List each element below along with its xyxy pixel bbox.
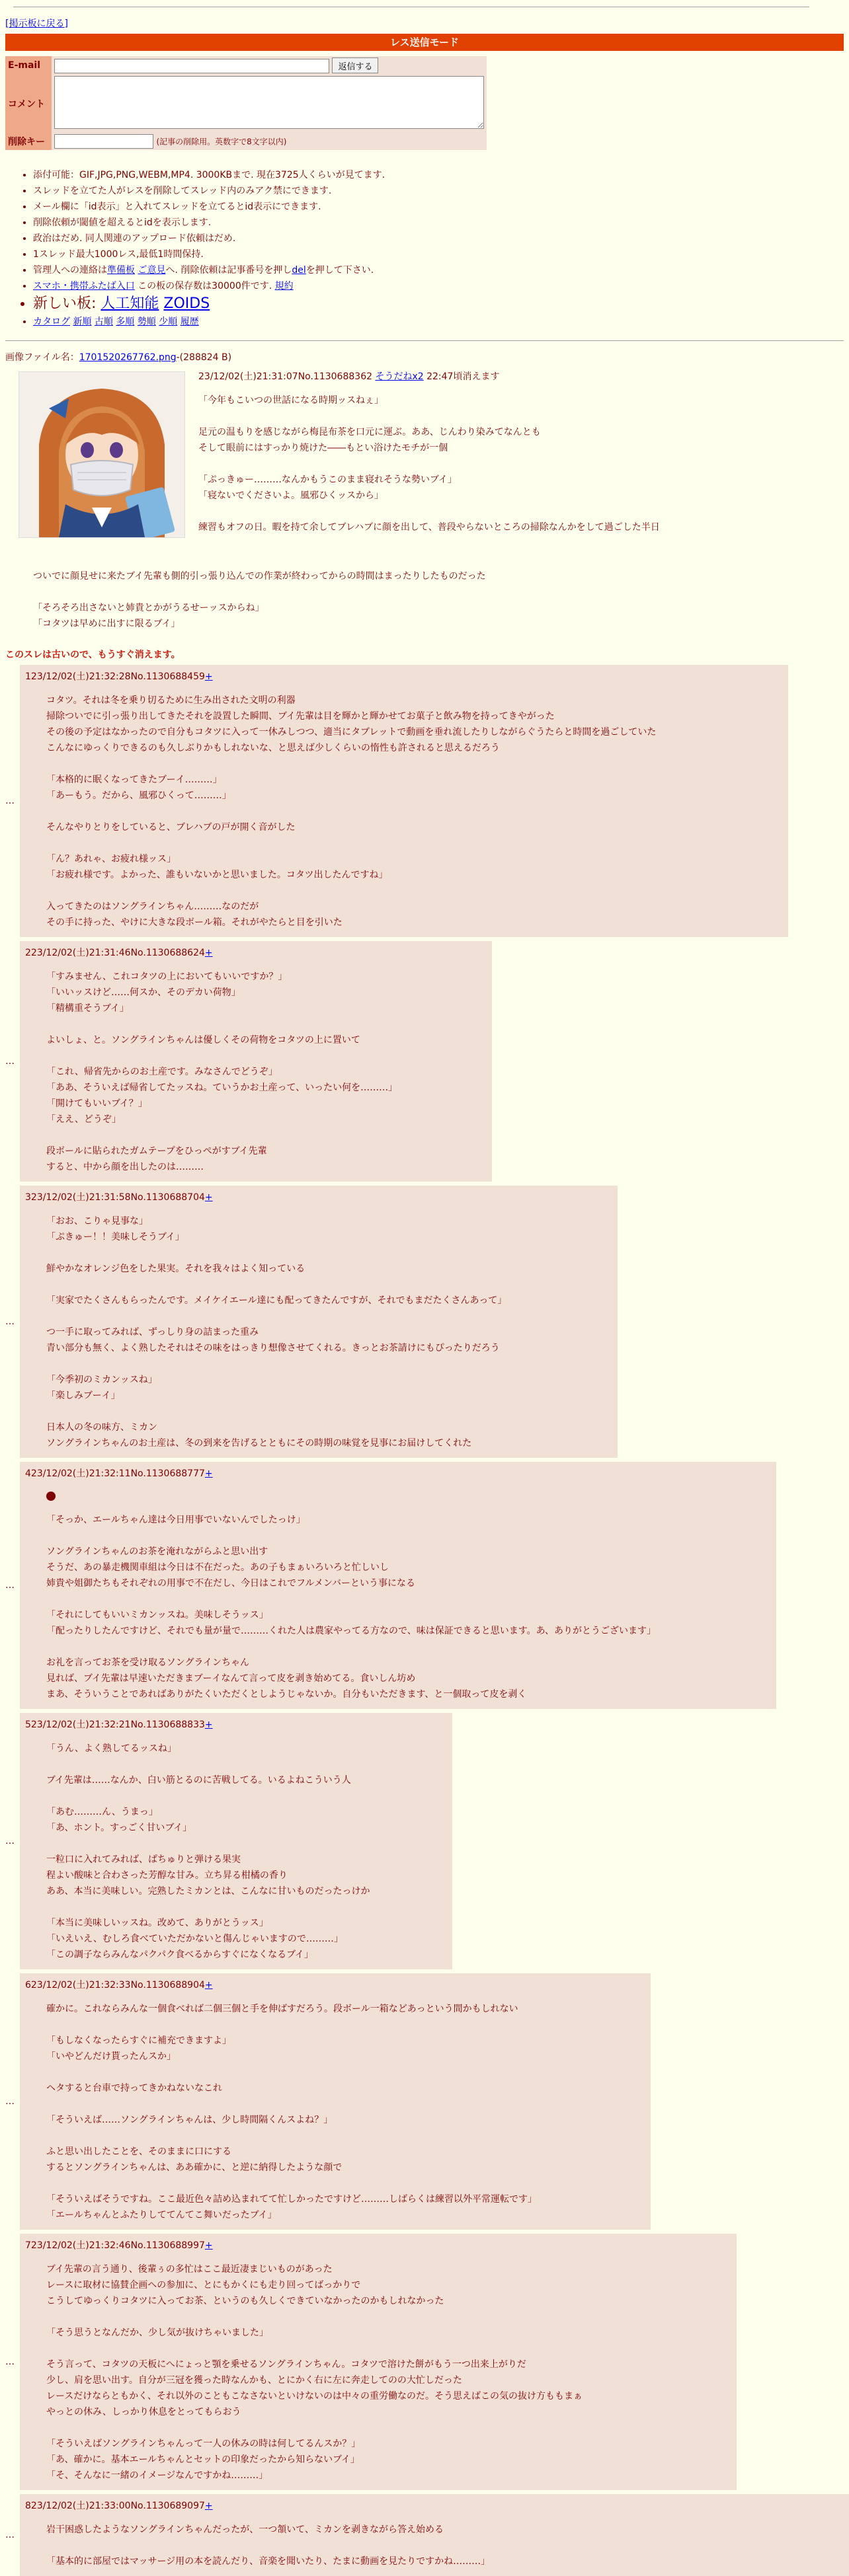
op-thumbnail[interactable] — [19, 371, 185, 538]
del-link[interactable]: del — [292, 265, 306, 276]
reply-marker: … — [5, 1580, 15, 1591]
sort-few-link[interactable]: 少順 — [159, 317, 178, 327]
comment-field[interactable] — [54, 76, 484, 129]
rule-item: • スレッドを立てた人がレスを削除してスレッド内のみアク禁にできます. — [33, 183, 849, 199]
reply-marker: … — [5, 1056, 15, 1067]
reply-marker: … — [5, 2530, 15, 2540]
reply-box — [20, 1973, 651, 2230]
reply-header: 223/12/02(土)21:31:46No.1130688624+ — [25, 948, 213, 958]
reply-plus-link[interactable]: + — [204, 2240, 213, 2251]
rule-item: • 削除依頼が閾値を超えるとidを表示します. — [33, 215, 849, 231]
sort-many-link[interactable]: 多順 — [116, 317, 135, 327]
reply-plus-link[interactable]: + — [204, 671, 213, 682]
reply-plus-link[interactable]: + — [204, 1192, 213, 1203]
comment-label: コメント — [5, 75, 52, 133]
prep-board-link[interactable]: 準備板 — [107, 265, 135, 276]
reply-box — [20, 1186, 618, 1458]
history-link[interactable]: 履歴 — [180, 317, 199, 327]
reply-post — [5, 665, 849, 937]
top-rule — [13, 0, 809, 7]
reply-post — [5, 1462, 849, 1709]
reply-marker: … — [5, 1836, 15, 1846]
sort-new-link[interactable]: 新順 — [73, 317, 92, 327]
email-field[interactable] — [54, 59, 329, 73]
reply-post — [5, 1973, 849, 2230]
rule-item: • 1スレッド最大1000レス,最低1時間保持. — [33, 246, 849, 262]
posted-image-dot-icon — [46, 1492, 56, 1501]
mobile-entrance-link[interactable]: スマホ・携帯ふたば入口 — [33, 281, 135, 291]
reply-text: 「おお、こりゃ見事な」 「ぷきゅー！！美味しそうブイ」 鮮やかなオレンジ色をした果実。それを我々はよく知っている 「実家でたくさんもらったんです。メイケイエール達にも配ってきたんですが、それでもまだたくさんあって」 つ一手に取ってみれば、ずっしり身の詰まった重み 青い部分も無く、よく熟したそれはその味をはっきり想像させてくれる。きっとお茶請けにもぴったりだろう 「今季初のミカンッスね」 「楽しみブーイ」 日本人の冬の味方、ミカン ソングラインちゃんのお土産は、冬の到来を告げるとともにその時期の味覚を見事にお届けしてくれた — [46, 1216, 507, 1449]
reply-box — [20, 941, 492, 1182]
sort-old-link[interactable]: 古順 — [94, 317, 113, 327]
reply-header: 323/12/02(土)21:31:58No.1130688704+ — [25, 1192, 213, 1203]
reply-text: 「そっか、エールちゃん達は今日用事でいないんでしたっけ」 ソングラインちゃんのお茶を淹れながらふと思い出す そうだ、あの暴走機関車組は今日は不在だった。あの子もまぁいろいろと忙しいし 姉貴や姐御たちもそれぞれの用事で不在だし、今日はこれでフルメンバーという事になる 「それにしてもいいミカンッスね。美味しそうッス」 「配ったりしたんですけど、それでも量が量で………くれた人は農家やってる方なので、味は保証できると思います。あ、ありがとうございます」 お礼を言ってお茶を受け取るソングラインちゃん 見れば、ブイ先輩は早速いただきまブーイなんて言って皮を剥き始めてる。食いしん坊め まあ、そういうことであればありがたくいただくとしようじゃないか。自分もいただきます、と一個取って皮を剥く — [46, 1515, 657, 1700]
reply-box — [20, 1713, 452, 1969]
reply-plus-link[interactable]: + — [204, 948, 213, 958]
reply-header: 823/12/02(土)21:33:00No.1130689097+ — [25, 2501, 213, 2511]
op-file-info: 画像ファイル名：1701520267762.png-(288824 B) — [5, 352, 232, 363]
op-text-cont: ついでに顔見せに来たブイ先輩も側的引っ張り込んでの作業が終わってからの時間はまったりしたものだった 「そろそろ出さないと姉貴とかがうるせーッスからね」 「コタツは早めに出すに限るブイ」 — [33, 571, 486, 629]
character-image — [19, 372, 184, 537]
reply-text: 岩干困惑したようなソングラインちゃんだったが、一つ頷いて、ミカンを剥きながら答え始める 「基本的に部屋ではマッサージ用の本を読んだり、音楽を聞いたり、たまに動画を見たりですかね………」 — [46, 2524, 491, 2567]
reply-text: 「すみません、これコタツの上においてもいいですか？」 「いいッスけど……何スか、そのデカい荷物」 「精構重そうブイ」 よいしょ、と。ソングラインちゃんは優しくその荷物をコタツの上に置いて 「これ、帰省先からのお土産です。みなさんでどうぞ」 「ああ、そういえば帰省してたッスね。ていうかお土産って、いったい何を………」 「開けてもいいブイ？」 「ええ、どうぞ」 段ボールに貼られたガムテープをひっぺがすブイ先輩 すると、中から顔を出したのは……… — [46, 971, 398, 1172]
reply-plus-link[interactable]: + — [204, 1980, 213, 1990]
reply-box — [20, 2494, 849, 2576]
delete-key-field[interactable] — [54, 134, 153, 149]
reply-header: 723/12/02(土)21:32:46No.1130688997+ — [25, 2240, 213, 2251]
reply-post — [5, 941, 849, 1182]
new-boards: • 新しい板: 人工知能 ZOIDS — [33, 294, 849, 314]
new-board-ai-link[interactable]: 人工知能 — [101, 295, 159, 312]
reply-text: ブイ先輩の言う通り、後輩ぅの多忙はここ最近凄まじいものがあった レースに取材に協賛企画への参加に、とにもかくにも走り回ってばっかりで こうしてゆっくりコタツに入ってお茶、というのも久しくできていなかったのかもしれなかった 「そう思うとなんだか、少し気が抜けちゃいました」 そう言って、コタツの天板にへにょっと顎を乗せるソングラインちゃん。コタツで溶けた餅がもう一つ出来上がりだ 少し、肩を思い出す。自分が三冠を獲った時なんかも、とにかく右に左に奔走してのの大忙しだった レースだけならともかく、それ以外のこともこなさないといけないのは中々の重労働なのだ。そう思えばこの気の抜け方ももまぁ やっとの休み、しっかり休息をとってもらおう 「そういえばソングラインちゃんって一人の休みの時は何してるんスか？」 「あ、確かに。基本エールちゃんとセットの印象だったから知らないブイ」 「そ、そんなに一緒のイメージなんですかね………」 — [46, 2264, 583, 2481]
reply-marker: … — [5, 2096, 15, 2107]
reply-text: コタツ。それは冬を乗り切るために生み出された文明の利器 掃除ついでに引っ張り出してきたそれを設置した瞬間、ブイ先輩は目を輝かと輝かせてお菓子と飲み物を持ってきやがった その後の予定はなかったので自分もコタツに入って一休みしつつ、適当にタブレットで動画を垂れ流したりしながらぐうたらと時間を過ごしていた こんなにゆっくりできるのも久しぶりかもしれないな、と思えば少しくらいの惰性も許されると思えるだろう 「本格的に眠くなってきたブーイ………」 「あーもう。だから、風邪ひくって………」 そんなやりとりをしていると、ブレハブの戸が開く音がした 「ん？あれゃ、お疲れ様ッス」 「お疲れ様です。よかった、誰もいないかと思いました。コタツ出したんですね」 入ってきたのはソングラインちゃん………なのだが その手に持った、やけに大きな段ボール箱。それがやたらと目を引いた — [46, 695, 657, 928]
expire-notice: このスレは古いので、もうすぐ消えます。 — [5, 650, 181, 660]
reply-header: 423/12/02(土)21:32:11No.1130688777+ — [25, 1468, 213, 1479]
rule-item-mobile: • スマホ・携帯ふたば入口 この板の保存数は30000件です. 規約 — [33, 278, 849, 294]
feedback-link[interactable]: ご意見 — [138, 265, 166, 276]
divider — [5, 340, 844, 341]
reply-box — [20, 2234, 737, 2490]
reply-header: 623/12/02(土)21:32:33No.1130688904+ — [25, 1980, 213, 1990]
reply-header: 523/12/02(土)21:32:21No.1130688833+ — [25, 1720, 213, 1730]
op-body — [198, 369, 833, 535]
board-rules — [19, 167, 849, 330]
reply-box — [20, 1462, 776, 1709]
reply-mode-banner: レス送信モード — [5, 34, 844, 51]
sort-trend-link[interactable]: 勢順 — [137, 317, 156, 327]
reply-form — [5, 56, 487, 150]
new-board-zoids-link[interactable]: ZOIDS — [163, 295, 210, 312]
op-text: 「今年もこいつの世話になる時期ッスねぇ」 足元の温もりを感じながら梅昆布茶を口元に運ぶ。ああ、じんわり染みてなんとも そして眼前にはすっかり焼けた――もとい浴けたモチが一個 「ぷっきゅー………なんかもうこのまま寝れそうな勢いブイ」 「寝ないでくださいよ。風邪ひくッスから」 練習もオフの日。暇を持て余してブレハブに顔を出して、普段やらないところの掃除なんかをして過ごした半日 — [198, 395, 660, 533]
delete-key-label: 削除キー — [5, 133, 52, 150]
reply-list — [0, 665, 849, 2576]
terms-link[interactable]: 規約 — [274, 281, 294, 291]
catalog-links — [33, 314, 849, 330]
reply-marker: … — [5, 796, 15, 806]
reply-marker: … — [5, 2357, 15, 2367]
rule-item-contact: • 管理人への連絡は準備板 ご意見へ. 削除依頼は記事番号を押しdelを押して下さい. — [33, 262, 849, 278]
delete-key-note: (記事の削除用。英数字で8文字以内) — [156, 137, 287, 147]
submit-reply-button[interactable]: 返信する — [332, 57, 378, 73]
rule-item: • 添付可能：GIF,JPG,PNG,WEBM,MP4. 3000KBまで. 現在3725人くらいが見てます. — [33, 167, 849, 183]
reply-post — [5, 1186, 849, 1458]
op-header: 23/12/02(土)21:31:07No.1130688362 そうだねx2 22:47頃消えます — [198, 371, 500, 382]
reply-box — [20, 665, 788, 937]
reply-header: 123/12/02(土)21:32:28No.1130688459+ — [25, 671, 213, 682]
reply-text: 確かに。これならみんな一個食べれば二個三個と手を伸ばすだろう。段ボール一箱などあっという間かもしれない 「もしなくなったらすぐに補充できますよ」 「いやどんだけ貰ったんスか」 ヘタすると台車で持ってきかねないなこれ 「そういえば……ソングラインちゃんは、少し時間隔くんスよね？」 ふと思い出したことを、そのままに口にする するとソングラインちゃんは、ああ確かに、と逆に納得したような顔で 「そういえばそうですね。ここ最近色々詰め込まれてて忙しかったですけど………しばらくは練習以外平常運転です」 「エールちゃんとふたりしててんてこ舞いだったブイ」 — [46, 2004, 537, 2220]
reply-plus-link[interactable]: + — [204, 2501, 213, 2511]
email-label: E-mail — [5, 56, 52, 75]
op-image-link[interactable]: 1701520267762.png — [79, 352, 177, 363]
reply-post — [5, 2234, 849, 2490]
back-to-board-link[interactable]: 掲示板に戻る — [9, 19, 65, 29]
reply-plus-link[interactable]: + — [204, 1468, 213, 1479]
rule-item: • メール欄に「id表示」と入れてスレッドを立てるとid表示にできます. — [33, 199, 849, 215]
reply-post — [5, 2494, 849, 2576]
reply-plus-link[interactable]: + — [204, 1720, 213, 1730]
reply-post — [5, 1713, 849, 1969]
op-soudane-link[interactable]: そうだねx2 — [375, 371, 424, 382]
reply-text: 「うん、よく熟してるッスね」 ブイ先輩は……なんか、白い筋とるのに苦戦してる。いるよねこういう人 「あむ………ん、うまっ」 「あ、ホント。すっごく甘いブイ」 一粒口に入れてみれば、ぱちゅりと弾ける果実 程よい酸味と合わさった芳醇な甘み。立ち昇る柑橘の香り ああ、本当に美味しい。完熟したミカンとは、こんなに甘いものだったっけか 「本当に美味しいッスね。改めて、ありがとうッス」 「いえいえ、むしろ食べていただかないと傷んじゃいますので………」 「この調子ならみんなパクパク食べるからすぐになくなるブイ」 — [46, 1743, 370, 1960]
rule-item: • 政治はだめ. 同人関連のアップロード依頼はだめ. — [33, 231, 849, 246]
op-post — [5, 369, 849, 580]
back-nav: [掲示板に戻る] — [5, 19, 68, 29]
catalog-link[interactable]: カタログ — [33, 317, 70, 327]
reply-marker: … — [5, 1316, 15, 1327]
